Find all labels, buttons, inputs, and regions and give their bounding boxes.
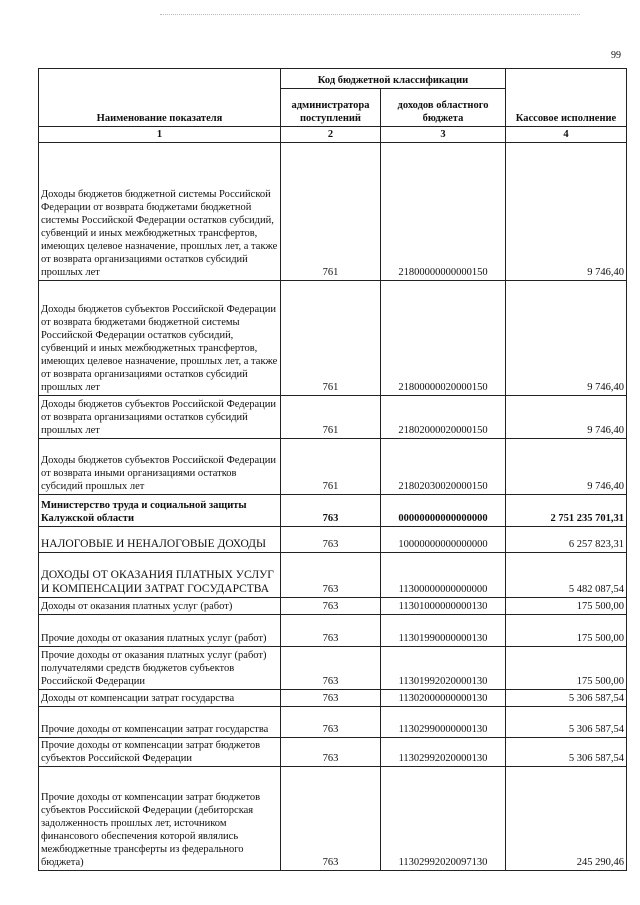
row-name: Прочие доходы от компенсации затрат бюджетов субъектов Российской Федерации (дебиторская задолженность прошлых лет, источником финансового обеспечения которой являлись межбюджетные трансферты из федерального бюджета) bbox=[39, 767, 281, 871]
col-number: 1 bbox=[39, 127, 281, 143]
table-row bbox=[39, 281, 627, 396]
row-amount: 175 500,00 bbox=[506, 647, 627, 690]
row-code: 21800000000000150 bbox=[381, 143, 506, 281]
header-execution: Кассовое исполнение bbox=[506, 69, 627, 127]
col-number: 2 bbox=[281, 127, 381, 143]
row-name: Прочие доходы от компенсации затрат бюджетов субъектов Российской Федерации bbox=[39, 738, 281, 767]
row-name: Министерство труда и социальной защиты Калужской области bbox=[39, 495, 281, 527]
row-admin: 761 bbox=[281, 281, 381, 396]
row-code: 11302000000000130 bbox=[381, 690, 506, 707]
row-name: Доходы от компенсации затрат государства bbox=[39, 690, 281, 707]
table-row bbox=[39, 527, 627, 553]
table-row bbox=[39, 598, 627, 615]
row-code: 11302990000000130 bbox=[381, 707, 506, 738]
row-code: 11302992020000130 bbox=[381, 738, 506, 767]
row-code: 21802030020000150 bbox=[381, 439, 506, 495]
row-amount: 175 500,00 bbox=[506, 598, 627, 615]
row-amount: 175 500,00 bbox=[506, 615, 627, 647]
row-code: 00000000000000000 bbox=[381, 495, 506, 527]
col-number: 3 bbox=[381, 127, 506, 143]
row-name: НАЛОГОВЫЕ И НЕНАЛОГОВЫЕ ДОХОДЫ bbox=[39, 527, 281, 553]
budget-table bbox=[38, 68, 627, 871]
table-row bbox=[39, 439, 627, 495]
row-amount: 9 746,40 bbox=[506, 281, 627, 396]
row-name: Прочие доходы от оказания платных услуг (работ) bbox=[39, 615, 281, 647]
row-admin: 763 bbox=[281, 690, 381, 707]
page-number: 99 bbox=[611, 50, 621, 61]
row-amount: 5 306 587,54 bbox=[506, 707, 627, 738]
table-row bbox=[39, 767, 627, 871]
row-amount: 2 751 235 701,31 bbox=[506, 495, 627, 527]
row-amount: 6 257 823,31 bbox=[506, 527, 627, 553]
row-code: 11301990000000130 bbox=[381, 615, 506, 647]
header-name: Наименование показателя bbox=[39, 69, 281, 127]
row-amount: 5 482 087,54 bbox=[506, 553, 627, 598]
table-row bbox=[39, 553, 627, 598]
row-code: 11300000000000000 bbox=[381, 553, 506, 598]
row-code: 10000000000000000 bbox=[381, 527, 506, 553]
row-name: Доходы бюджетов субъектов Российской Федерации от возврата бюджетами бюджетной системы Российской Федерации остатков субсидий, субвенций и иных межбюджетных трансфертов, имеющих целевое назначение, прошлых лет, а также от возврата организациями остатков субсидий прошлых лет bbox=[39, 281, 281, 396]
header-income: доходов областного бюджета bbox=[381, 89, 506, 127]
col-number: 4 bbox=[506, 127, 627, 143]
table-row bbox=[39, 647, 627, 690]
row-admin: 763 bbox=[281, 553, 381, 598]
header-admin: администратора поступлений bbox=[281, 89, 381, 127]
row-amount: 9 746,40 bbox=[506, 143, 627, 281]
scan-artifact bbox=[160, 14, 580, 17]
table-row bbox=[39, 707, 627, 738]
row-name: ДОХОДЫ ОТ ОКАЗАНИЯ ПЛАТНЫХ УСЛУГ И КОМПЕНСАЦИИ ЗАТРАТ ГОСУДАРСТВА bbox=[39, 553, 281, 598]
row-code: 21800000020000150 bbox=[381, 281, 506, 396]
row-amount: 9 746,40 bbox=[506, 396, 627, 439]
row-name: Прочие доходы от компенсации затрат государства bbox=[39, 707, 281, 738]
header-classification: Код бюджетной классификации bbox=[281, 69, 506, 89]
row-admin: 761 bbox=[281, 439, 381, 495]
table-row bbox=[39, 495, 627, 527]
row-admin: 763 bbox=[281, 615, 381, 647]
row-admin: 763 bbox=[281, 598, 381, 615]
row-admin: 763 bbox=[281, 738, 381, 767]
table-row bbox=[39, 690, 627, 707]
row-name: Доходы бюджетов субъектов Российской Федерации от возврата иными организациями остатков субсидий прошлых лет bbox=[39, 439, 281, 495]
row-code: 11302992020097130 bbox=[381, 767, 506, 871]
table-row bbox=[39, 143, 627, 281]
row-code: 11301000000000130 bbox=[381, 598, 506, 615]
table-row bbox=[39, 615, 627, 647]
row-admin: 761 bbox=[281, 143, 381, 281]
row-name: Доходы бюджетов субъектов Российской Федерации от возврата организациями остатков субсидий прошлых лет bbox=[39, 396, 281, 439]
row-amount: 245 290,46 bbox=[506, 767, 627, 871]
row-name: Прочие доходы от оказания платных услуг (работ) получателями средств бюджетов субъектов Российской Федерации bbox=[39, 647, 281, 690]
row-admin: 763 bbox=[281, 647, 381, 690]
row-admin: 761 bbox=[281, 396, 381, 439]
table-row bbox=[39, 738, 627, 767]
table-row bbox=[39, 396, 627, 439]
row-amount: 9 746,40 bbox=[506, 439, 627, 495]
row-code: 11301992020000130 bbox=[381, 647, 506, 690]
row-name: Доходы бюджетов бюджетной системы Российской Федерации от возврата бюджетами бюджетной системы Российской Федерации остатков субсидий, субвенций и иных межбюджетных трансфертов, имеющих целевое назначение, прошлых лет, а также от возврата организациями остатков субсидий прошлых лет bbox=[39, 143, 281, 281]
row-amount: 5 306 587,54 bbox=[506, 690, 627, 707]
row-admin: 763 bbox=[281, 767, 381, 871]
row-admin: 763 bbox=[281, 707, 381, 738]
row-admin: 763 bbox=[281, 495, 381, 527]
row-name: Доходы от оказания платных услуг (работ) bbox=[39, 598, 281, 615]
row-admin: 763 bbox=[281, 527, 381, 553]
row-amount: 5 306 587,54 bbox=[506, 738, 627, 767]
row-code: 21802000020000150 bbox=[381, 396, 506, 439]
